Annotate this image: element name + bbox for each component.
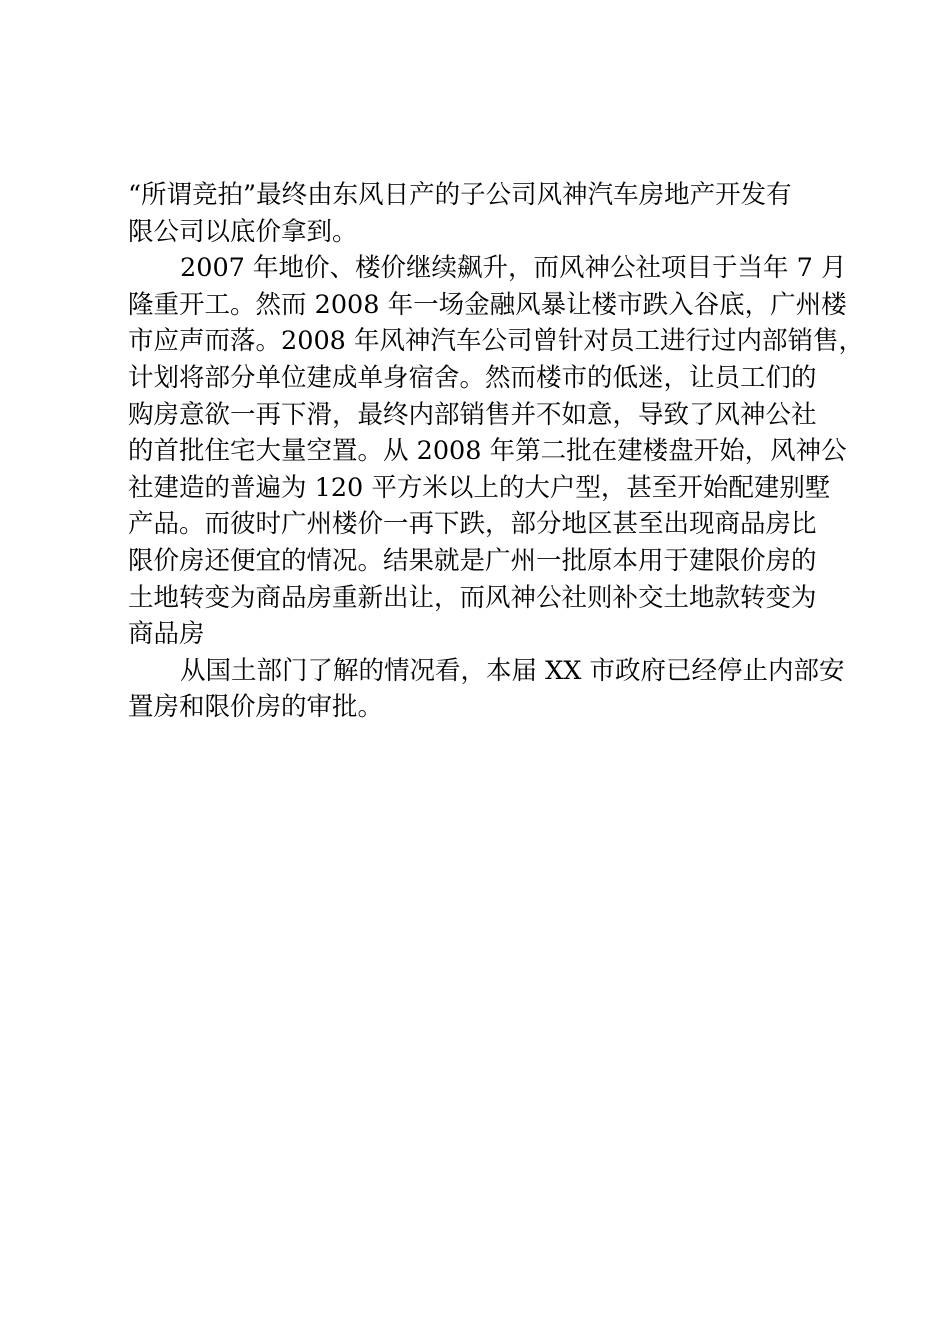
text-line: 的首批住宅大量空置。从 2008 年第二批在建楼盘开始，风神公 [128, 436, 847, 467]
text-line: “所谓竞拍”最终由东风日产的子公司风神汽车房地产开发有 [128, 180, 792, 210]
document-body [128, 177, 865, 726]
paragraph-3 [128, 653, 848, 726]
paragraph-1 [128, 177, 848, 250]
text-line: 商品房 [128, 619, 205, 650]
text-line: 从国土部门了解的情况看，本届 XX 市政府已经停止内部安 [180, 655, 845, 686]
text-line: 社建造的普遍为 120 平方米以上的大户型，甚至开始配建别墅 [128, 472, 831, 503]
text-line: 隆重开工。然而 2008 年一场金融风暴让楼市跌入谷底，广州楼 [128, 289, 847, 320]
text-line: 购房意欲一再下滑，最终内部销售并不如意，导致了风神公社 [128, 399, 817, 430]
text-line: 产品。而彼时广州楼价一再下跌，部分地区甚至出现商品房比 [128, 509, 817, 540]
text-line: 计划将部分单位建成单身宿舍。然而楼市的低迷，让员工们的 [128, 362, 817, 393]
text-line: 限价房还便宜的情况。结果就是广州一批原本用于建限价房的 [128, 545, 817, 576]
text-line: 市应声而落。2008 年风神汽车公司曾针对员工进行过内部销售， [128, 326, 865, 357]
text-line: 土地转变为商品房重新出让，而风神公社则补交土地款转变为 [128, 582, 817, 613]
paragraph-2 [128, 250, 865, 653]
text-line: 2007 年地价、楼价继续飙升，而风神公社项目于当年 7 月 [180, 253, 847, 284]
text-line: 置房和限价房的审批。 [128, 692, 384, 723]
text-line: 限公司以底价拿到。 [128, 216, 358, 247]
